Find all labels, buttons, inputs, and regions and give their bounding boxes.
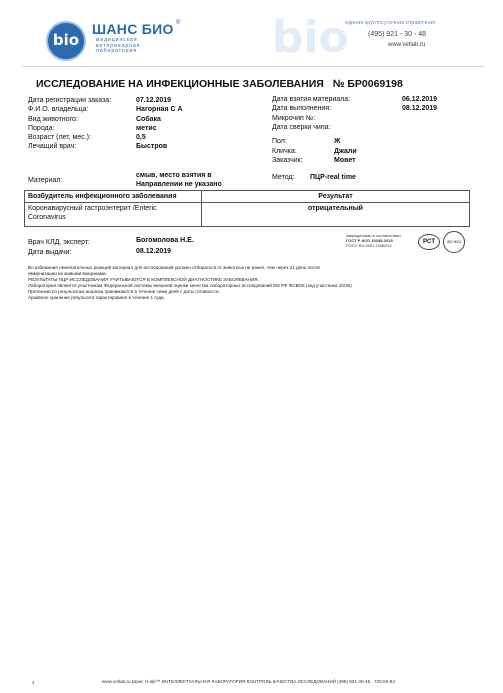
field-row xyxy=(272,115,462,124)
field-label: Ф.И.О. владельца: xyxy=(28,106,89,114)
brand-tagline xyxy=(96,38,140,55)
column-header: Результат xyxy=(202,191,470,203)
field-label: Пол: xyxy=(272,138,287,145)
seal-text: ISO 9001 xyxy=(446,240,462,244)
field-value: 06.12.2019 xyxy=(402,96,438,103)
field-row xyxy=(272,96,462,105)
note-line: Архивное хранение результата гарантировано в течение 1 года. xyxy=(28,295,165,301)
field-label: Дата выполнения: xyxy=(272,105,332,113)
agent-line: Coronavirus xyxy=(28,213,66,221)
tagline-line: лаборатория xyxy=(96,48,138,54)
material-line: Направлении не указано xyxy=(136,181,222,188)
header-website: www.vetlab.ru xyxy=(388,42,426,48)
right-fields-b xyxy=(272,138,462,167)
field-label: Дата сверки чипа: xyxy=(272,123,331,131)
field-row xyxy=(272,105,462,114)
table-row xyxy=(25,203,470,227)
registered-mark-icon: ® xyxy=(176,20,181,26)
results-table xyxy=(24,190,470,227)
note-line: Во избежание нежелательных реакций материал для исследований должен отбираться от животных не ранее, чем через 21 день после xyxy=(28,265,321,270)
method-label: Метод: xyxy=(272,174,295,181)
right-fields-a xyxy=(272,96,462,133)
brand-name: ШАНС БИО xyxy=(92,21,174,37)
expert-label: Врач КЛД, эксперт: xyxy=(28,239,90,246)
page-number: 1 xyxy=(32,680,35,685)
field-label: Дата взятия материала: xyxy=(272,96,351,103)
header-right-tagline: единая круглосуточная справочная xyxy=(345,20,436,26)
field-label: Лечащий врач: xyxy=(28,143,77,151)
column-header: Возбудитель инфекционного заболевания xyxy=(25,191,202,203)
bio-watermark-icon: bio xyxy=(272,12,349,63)
accreditation-line: ГОСТ Р ИСО 15189-2015 xyxy=(346,238,393,243)
table-header-row xyxy=(25,191,470,203)
note-line: иммунизации их живыми вакцинами. xyxy=(28,271,107,277)
page-title xyxy=(36,78,403,90)
header xyxy=(0,0,503,70)
expert-value: Богомолова Н.Е. xyxy=(136,237,194,244)
material-label: Материал: xyxy=(28,177,63,184)
tagline-line: ветеринарная xyxy=(96,42,141,49)
logo-text: bio xyxy=(52,31,80,49)
field-value: 0,5 xyxy=(136,134,146,142)
field-label: Кличка: xyxy=(272,147,297,155)
field-label: Заказчик: xyxy=(272,157,303,165)
notes xyxy=(28,265,478,302)
tagline-line: медицинская xyxy=(96,37,138,43)
field-label: Вид животного: xyxy=(28,115,78,123)
pct-mark-text: PCT xyxy=(423,239,435,245)
agent-cell xyxy=(25,203,202,227)
method-value: ПЦР-real time xyxy=(310,174,356,181)
bio-logo-icon xyxy=(46,21,86,61)
field-row xyxy=(272,148,462,158)
field-label: Возраст (лет, мес.): xyxy=(28,134,91,142)
accreditation-line: Аккредитован в соответствии xyxy=(346,233,401,238)
field-row xyxy=(28,116,258,125)
left-fields xyxy=(28,97,258,153)
field-value: Ж xyxy=(334,138,341,145)
field-row xyxy=(28,125,258,134)
field-value: Мовет xyxy=(334,157,356,165)
footer-text: www.vetlab.ru Шанс Н-lab™ ИНТЕЛЛЕКТУАЛЬНАЯ ЛАБОРАТОРИЯ КОНТРОЛЬ КАЧЕСТВА ИССЛЕДОВАНИЙ (495) 921-30-48 , 730-50-84 xyxy=(102,679,395,684)
order-number: № БР0069198 xyxy=(332,78,403,90)
accreditation-text xyxy=(346,233,401,248)
field-value: Джали xyxy=(334,147,357,155)
field-value: 07.12.2019 xyxy=(136,97,172,104)
field-row xyxy=(272,124,462,133)
field-row xyxy=(272,138,462,148)
field-row xyxy=(28,97,258,106)
iso-seal-icon xyxy=(443,231,465,253)
material-value xyxy=(136,171,222,189)
note-line: РЕЗУЛЬТАТЫ ПЦР-ИССЛЕДОВАНИЯ УЧИТЫВАЮТСЯ В КОМПЛЕКСНОЙ ДИАГНОСТИКЕ ЗАБОЛЕВАНИЯ. xyxy=(28,277,259,283)
field-row xyxy=(28,143,258,152)
field-value: Собака xyxy=(136,115,161,123)
note-line: Претензии по результатам анализа принимаются в течение семи дней с даты готовности. xyxy=(28,289,220,295)
field-row xyxy=(272,157,462,167)
field-label: Дата регистрации заказа: xyxy=(28,97,112,104)
issue-date-label: Дата выдачи: xyxy=(28,249,72,256)
accreditation-line: РОСС RU.0001.21МЮ12 xyxy=(346,243,392,248)
field-row xyxy=(28,106,258,115)
note-line: Лаборатория является участником Федеральной системы внешней оценки качества лабораторных исследований МЗ РФ ФСВОК (код участника 10/35) xyxy=(28,283,352,289)
field-value: метис xyxy=(136,124,157,132)
pct-mark-icon xyxy=(418,234,440,250)
material-line: смыв, место взятия в xyxy=(136,172,212,179)
header-divider xyxy=(22,66,484,67)
field-value: Нагорная С А xyxy=(136,106,183,114)
issue-date-value: 08.12.2019 xyxy=(136,248,172,255)
title-text: ИССЛЕДОВАНИЕ НА ИНФЕКЦИОННЫЕ ЗАБОЛЕВАНИЯ xyxy=(36,78,324,90)
field-label: Порода: xyxy=(28,124,55,132)
agent-line: Коронавирусный гастроэнтерит /Enteric xyxy=(28,205,157,212)
result-cell: отрицательный xyxy=(202,203,470,227)
field-value: 08.12.2019 xyxy=(402,105,438,113)
header-phone: (495) 921 - 30 - 48 xyxy=(368,31,426,38)
field-label: Микрочип №: xyxy=(272,114,316,122)
field-value: Быстров xyxy=(136,143,168,151)
